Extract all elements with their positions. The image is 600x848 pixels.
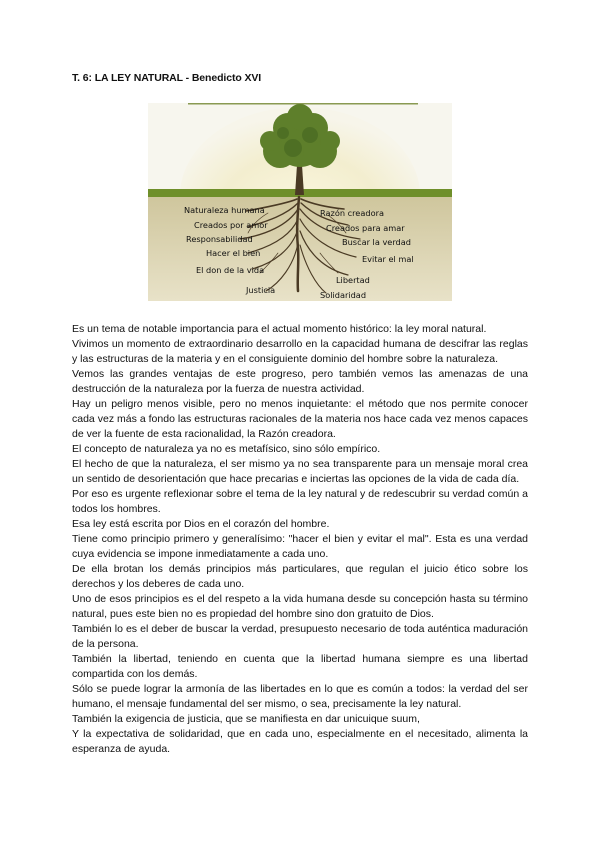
paragraph: Por eso es urgente reflexionar sobre el tema de la ley natural y de redescubrir su verdad común a todos los hombres.: [72, 488, 528, 515]
root-label-left: Naturaleza humana: [184, 205, 265, 215]
paragraph: Vemos las grandes ventajas de este progreso, pero también vemos las amenazas de una destrucción de la naturaleza por la fuerza de nuestra actividad.: [72, 368, 528, 395]
paragraph: Esa ley está escrita por Dios en el corazón del hombre.: [72, 518, 330, 530]
root-label-left: El don de la vida: [196, 265, 265, 275]
root-label-left: Justicia: [246, 285, 276, 295]
root-label-right: Evitar el mal: [362, 254, 414, 264]
paragraph: Tiene como principio primero y generalísimo: "hacer el bien y evitar el mal". Esta es una verdad cuya evidencia se impone inmediatamente a cada uno.: [72, 533, 528, 560]
root-label-right: Libertad: [336, 275, 370, 285]
page-title: T. 6: LA LEY NATURAL - Benedicto XVI: [72, 72, 262, 84]
root-label-left: Creados por amor: [194, 220, 268, 230]
paragraph: Vivimos un momento de extraordinario desarrollo en la capacidad humana de descifrar las reglas y las estructuras de la materia y en el consiguiente dominio del hombre sobre la naturaleza.: [72, 338, 528, 365]
tree-roots-figure: [148, 103, 452, 301]
paragraph: Es un tema de notable importancia para el actual momento histórico: la ley moral natural.: [72, 323, 487, 335]
body-text: [72, 322, 528, 757]
paragraph: Y la expectativa de solidaridad, que en cada uno, especialmente en el necesitado, alimenta la esperanza de ayuda.: [72, 728, 528, 755]
root-label-right: Buscar la verdad: [342, 237, 411, 247]
paragraph: También la exigencia de justicia, que se manifiesta en dar unicuique suum,: [72, 713, 420, 725]
root-label-right: Creados para amar: [326, 223, 405, 233]
paragraph: De ella brotan los demás principios más particulares, que regulan el juicio ético sobre los derechos y los deberes de cada uno.: [72, 563, 528, 590]
paragraph: También lo es el deber de buscar la verdad, presupuesto necesario de toda auténtica maduración de la persona.: [72, 623, 528, 650]
root-label-left: Hacer el bien: [206, 248, 261, 258]
paragraph: Hay un peligro menos visible, pero no menos inquietante: el método que nos permite conocer cada vez más a fondo las estructuras racionales de la materia nos hace cada vez menos capaces de ver la fuente de esta racionalidad, la Razón creadora.: [72, 398, 528, 440]
paragraph: El concepto de naturaleza ya no es metafísico, sino sólo empírico.: [72, 443, 381, 455]
root-label-left: Responsabilidad: [186, 234, 253, 244]
root-label-right: Razón creadora: [320, 208, 384, 218]
paragraph: Sólo se puede lograr la armonía de las libertades en lo que es común a todos: la verdad del ser humano, el mensaje fundamental del ser mismo, o sea, precisamente la ley natural.: [72, 683, 528, 710]
paragraph: Uno de esos principios es el del respeto a la vida humana desde su concepción hasta su término natural, pues este bien no es propiedad del hombre sino don gratuito de Dios.: [72, 593, 528, 620]
root-label-right: Solidaridad: [320, 290, 367, 300]
paragraph: El hecho de que la naturaleza, el ser mismo ya no sea transparente para un mensaje moral crea un sentido de desorientación que hace precarias e inciertas las opciones de la vida de cada día.: [72, 458, 528, 485]
tree-with-roots-illustration: [148, 103, 452, 301]
paragraph: También la libertad, teniendo en cuenta que la libertad humana siempre es una libertad compartida con los demás.: [72, 653, 528, 680]
